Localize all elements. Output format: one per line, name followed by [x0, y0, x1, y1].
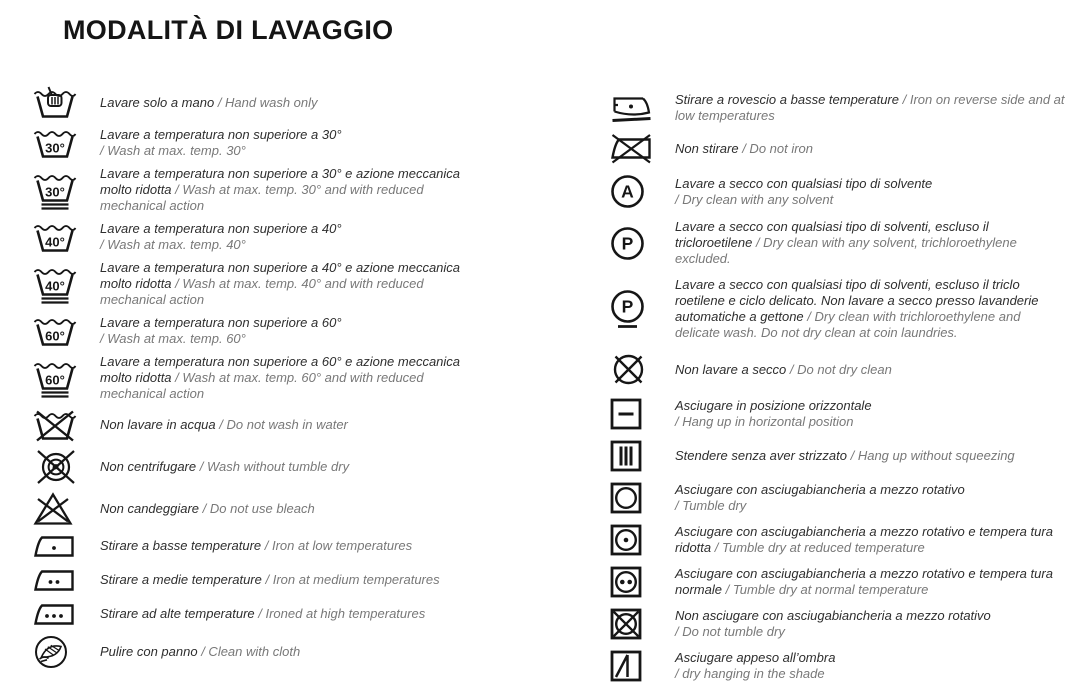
iron-high-icon [33, 600, 100, 628]
label-italian: Non centrifugare [100, 459, 197, 474]
label-italian: Non asciugare con asciugabiancheria a mezzo rotativo [675, 608, 991, 623]
label-english: / Tumble dry [675, 498, 747, 513]
care-item-description [100, 644, 300, 660]
label-italian: Lavare a temperatura non superiore a 60° [100, 315, 342, 330]
svg-text:60°: 60° [45, 328, 65, 344]
iron-reverse-icon [610, 93, 675, 123]
care-item-description [675, 362, 892, 378]
label-italian: Lavare a temperatura non superiore a 60° e azione meccanica molto ridotta [100, 354, 461, 385]
dry-clean-any-solvent-icon [610, 174, 675, 209]
wash-60-icon [33, 314, 100, 348]
tumble-dry-normal-icon [610, 566, 675, 598]
tumble-dry-low-icon [610, 524, 675, 556]
label-english: / Dry clean with any solvent [675, 191, 834, 207]
label-italian: Non candeggiare [100, 501, 200, 516]
label-english: / Iron at low temperatures [264, 538, 413, 553]
clean-with-cloth-icon [33, 634, 100, 670]
label-italian: Stirare ad alte temperature [100, 606, 255, 621]
care-item-description [675, 448, 1015, 464]
care-item [610, 440, 1090, 472]
care-item-description [675, 141, 813, 157]
care-item-description [675, 566, 1065, 598]
care-item-description [675, 482, 965, 514]
care-item [610, 351, 1090, 388]
label-english: / Dry clean with trichloroethylene and delicate wash. Do not dry clean at coin laundries. [675, 309, 1021, 340]
label-italian: Stirare a medie temperature [100, 572, 262, 587]
care-item [610, 219, 1090, 267]
label-english: / Do not dry clean [789, 361, 892, 377]
care-item-description [100, 459, 349, 475]
care-item [33, 166, 594, 214]
label-italian: Stirare a rovescio a basse temperature [675, 92, 899, 107]
label-italian: Lavare a temperatura non superiore a 40° [100, 221, 342, 236]
dry-in-shade-icon [610, 650, 675, 682]
label-english: / Wash at max. temp. 40° and with reduced mechanical action [100, 276, 424, 307]
wash-60-reduced-icon [33, 358, 100, 398]
care-item-description [675, 176, 932, 208]
care-item-description [675, 92, 1065, 124]
care-item [33, 492, 594, 526]
care-item-description [675, 650, 835, 682]
care-item-description [100, 166, 485, 214]
care-item [610, 482, 1090, 514]
care-item-description [100, 538, 412, 554]
label-italian: Non lavare a secco [675, 361, 787, 377]
care-item [33, 634, 594, 670]
care-item-description [100, 354, 485, 402]
care-item-description [675, 608, 991, 640]
wash-30-icon [33, 126, 100, 160]
svg-text:40°: 40° [45, 234, 65, 250]
columns-container [33, 86, 1090, 692]
care-item [33, 600, 594, 628]
label-english: / Ironed at high temperatures [258, 606, 426, 621]
care-item-description [675, 277, 1065, 341]
iron-low-icon [33, 532, 100, 560]
care-item-description [100, 221, 342, 253]
wash-30-reduced-icon [33, 170, 100, 210]
label-italian: Lavare a temperatura non superiore a 30° [100, 127, 342, 142]
label-english: / Do not wash in water [219, 417, 348, 432]
care-item-description [100, 606, 425, 622]
care-item [33, 532, 594, 560]
label-italian: Asciugare con asciugabiancheria a mezzo rotativo [675, 482, 965, 497]
care-item-description [100, 315, 342, 347]
care-item [610, 566, 1090, 598]
drip-dry-icon [610, 440, 675, 472]
do-not-dry-clean-icon [610, 351, 675, 388]
do-not-tumble-dry-icon [610, 608, 675, 640]
svg-text:A: A [621, 181, 634, 202]
do-not-bleach-icon [33, 492, 100, 526]
label-english: / Clean with cloth [201, 644, 301, 659]
label-english: / Wash at max. temp. 60° [100, 331, 246, 346]
label-english: / dry hanging in the shade [675, 666, 825, 681]
care-item [33, 354, 594, 402]
label-italian: Non lavare in acqua [100, 417, 216, 432]
label-italian: Non stirare [675, 141, 739, 156]
label-english: / Wash at max. temp. 60° and with reduced mechanical action [100, 370, 424, 401]
care-item [33, 86, 594, 120]
do-not-wash-icon [33, 408, 100, 442]
care-item [610, 524, 1090, 556]
care-item [33, 314, 594, 348]
label-english: / Dry clean with any solvent, trichloroethylene excluded. [675, 235, 1017, 266]
svg-text:30°: 30° [45, 184, 65, 200]
care-item [610, 608, 1090, 640]
label-english: / Iron on reverse side and at low temperatures [675, 92, 1065, 123]
label-italian: Asciugare appeso all’ombra [675, 650, 836, 665]
iron-medium-icon [33, 566, 100, 594]
care-item-description [675, 219, 1065, 267]
care-item [610, 277, 1090, 341]
care-item-description [675, 524, 1065, 556]
do-not-wring-icon [33, 448, 100, 486]
left-column [33, 86, 594, 692]
label-english: / Tumble dry at reduced temperature [714, 540, 925, 555]
label-english: / Do not iron [742, 141, 814, 156]
care-item [33, 408, 594, 442]
label-italian: Lavare a secco con qualsiasi tipo di solventi, escluso il triclo roetilene e ciclo delicato. Non lavare a secco presso lavanderie automatiche a gettone [675, 277, 1039, 324]
svg-text:P: P [621, 233, 634, 253]
label-italian: Lavare a temperatura non superiore a 40° e azione meccanica molto ridotta [100, 260, 461, 291]
label-italian: Lavare solo a mano [100, 95, 215, 110]
label-english: / Tumble dry at normal temperature [725, 582, 929, 597]
label-italian: Asciugare con asciugabiancheria a mezzo rotativo e tempera tura normale [675, 566, 1053, 597]
label-english: / Wash at max. temp. 40° [100, 237, 246, 252]
svg-text:60°: 60° [45, 372, 65, 388]
care-item [610, 134, 1090, 164]
care-item [33, 448, 594, 486]
svg-text:30°: 30° [45, 140, 65, 156]
label-english: / Do not use bleach [202, 501, 315, 516]
label-english: / Iron at medium temperatures [265, 572, 440, 587]
label-italian: Asciugare in posizione orizzontale [675, 398, 872, 413]
hand-wash-icon [33, 86, 100, 120]
care-item [610, 92, 1090, 124]
label-english: / Wash at max. temp. 30° [100, 143, 246, 158]
page-title: MODALITÀ DI LAVAGGIO [63, 15, 394, 45]
care-item [33, 220, 594, 254]
right-column [610, 86, 1090, 692]
label-italian: Pulire con panno [100, 644, 198, 659]
label-english: / Wash at max. temp. 30° and with reduced mechanical action [100, 182, 424, 213]
care-item [610, 174, 1090, 209]
label-italian: Stirare a basse temperature [100, 538, 262, 553]
care-item-description [100, 417, 348, 433]
wash-40-reduced-icon [33, 264, 100, 304]
dry-clean-p-delicate-icon [610, 289, 675, 329]
tumble-dry-icon [610, 482, 675, 514]
label-english: / Hang up without squeezing [850, 448, 1015, 463]
dry-clean-p-icon [610, 226, 675, 261]
label-italian: Lavare a secco con qualsiasi tipo di solventi, escluso il tricloroetilene [675, 219, 989, 250]
care-item-description [100, 95, 318, 111]
care-item [33, 260, 594, 308]
care-item-description [100, 127, 342, 159]
care-item [33, 566, 594, 594]
wash-40-icon [33, 220, 100, 254]
label-italian: Lavare a temperatura non superiore a 30° e azione meccanica molto ridotta [100, 166, 461, 197]
label-italian: Stendere senza aver strizzato [675, 448, 847, 463]
care-item [610, 398, 1090, 430]
svg-text:P: P [621, 296, 634, 317]
care-item-description [100, 572, 440, 588]
do-not-iron-icon [610, 134, 675, 164]
care-item [33, 126, 594, 160]
svg-text:40°: 40° [45, 278, 65, 294]
dry-flat-icon [610, 398, 675, 430]
care-item [610, 650, 1090, 682]
care-item-description [675, 398, 872, 430]
label-english: / Do not tumble dry [675, 624, 785, 639]
label-english: / Hand wash only [217, 95, 318, 110]
label-english: / Hang up in horizontal position [675, 414, 854, 429]
care-item-description [100, 501, 315, 517]
label-english: / Wash without tumble dry [199, 459, 350, 474]
label-italian: Asciugare con asciugabiancheria a mezzo rotativo e tempera tura ridotta [675, 524, 1053, 555]
care-item-description [100, 260, 485, 308]
label-italian: Lavare a secco con qualsiasi tipo di solvente [675, 175, 933, 191]
